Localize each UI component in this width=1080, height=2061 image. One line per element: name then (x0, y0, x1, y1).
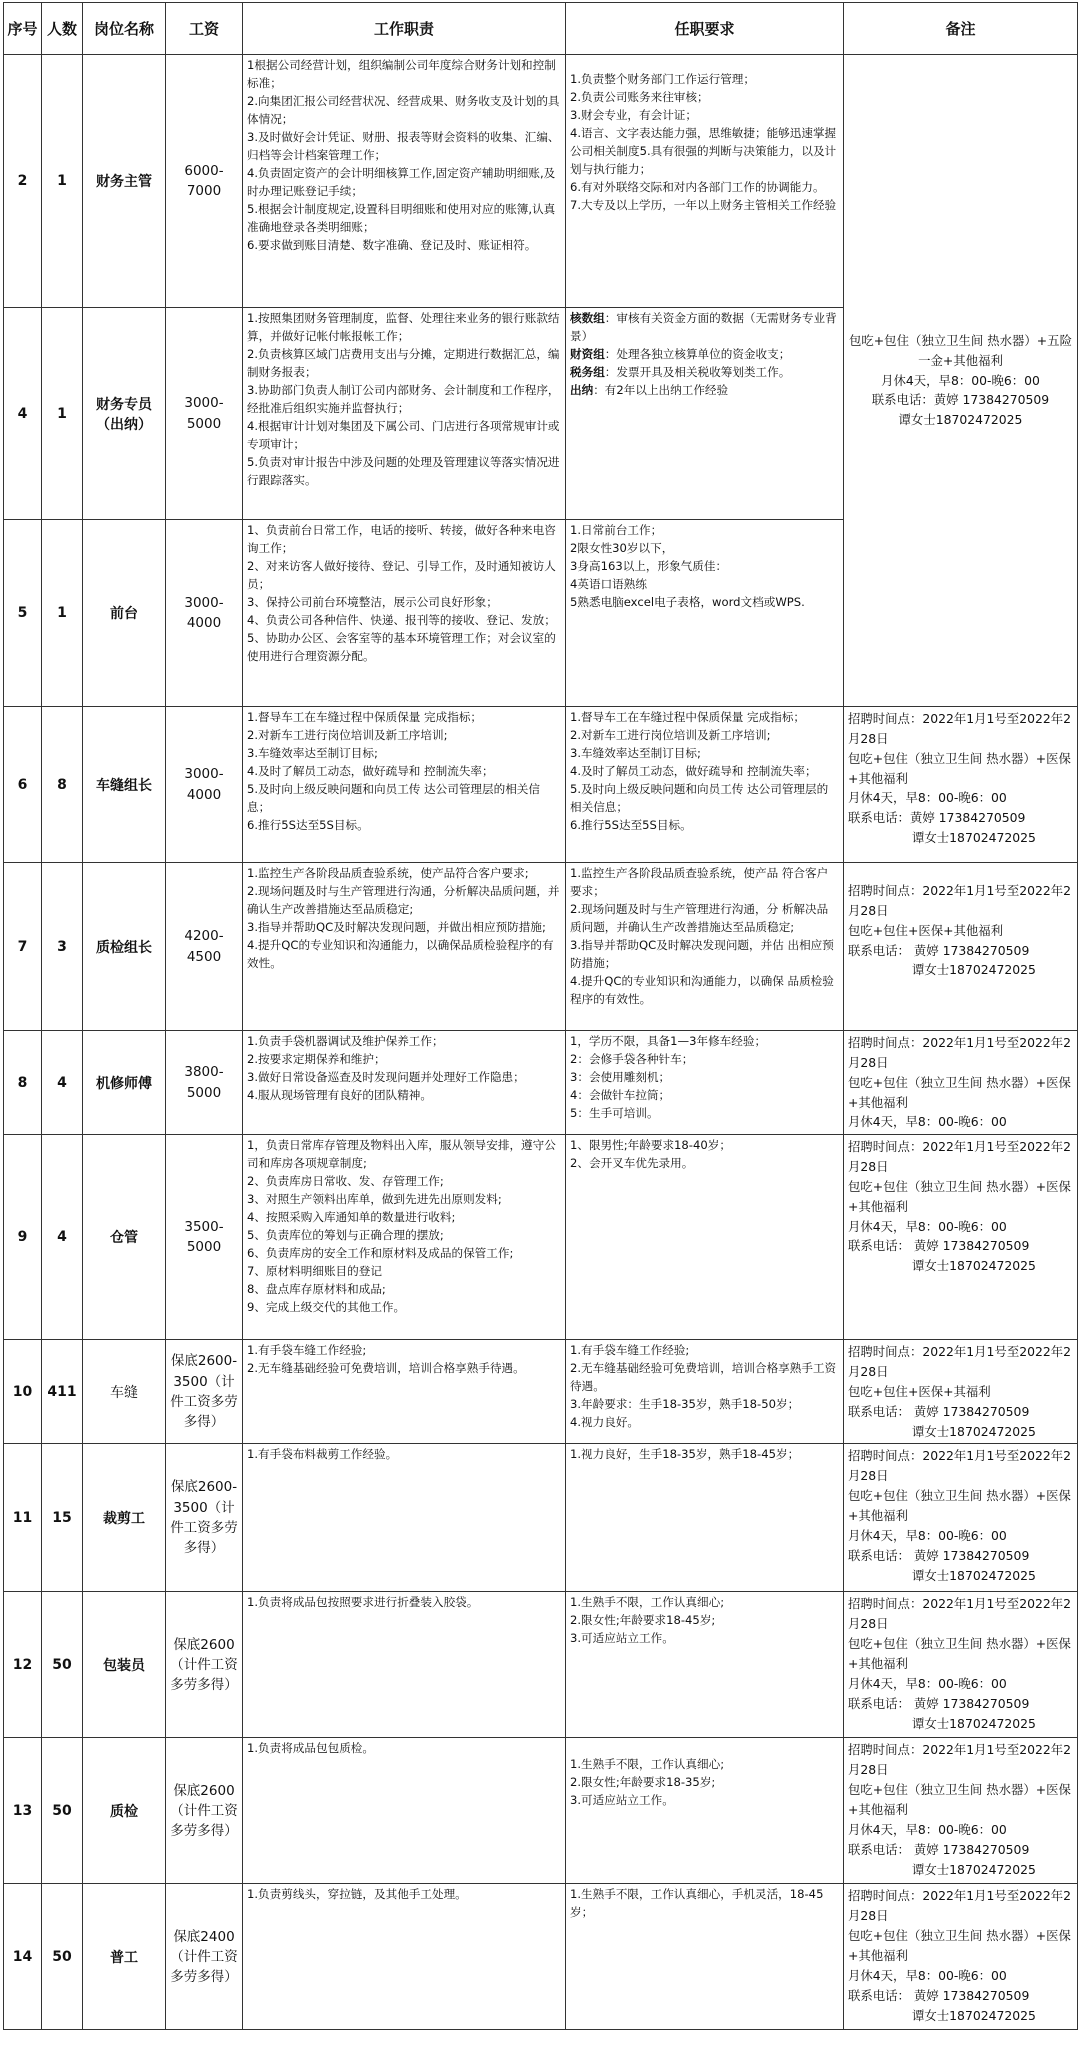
note-line: 月休4天，早8：00-晚6：00 (848, 1675, 1007, 1691)
req-line (570, 364, 839, 382)
duty-line: 2、对来访客人做好接待、登记、引导工作，及时通知被访人员； (247, 558, 556, 591)
note-line: 谭女士18702472025 (912, 1567, 1036, 1583)
row-title: 普工 (83, 1884, 166, 2030)
note-line: 包吃+包住+医保+其福利 (848, 1383, 991, 1399)
req-line: 6.有对外联络交际和对内各部门工作的协调能力。 (570, 179, 825, 194)
note-line: 谭女士18702472025 (912, 2007, 1036, 2023)
req-line: 1、限男性;年龄要求18-40岁； (570, 1138, 731, 1153)
duty-line: 4.及时了解员工动态，做好疏导和 控制流失率； (247, 763, 494, 778)
row-note (844, 1884, 1078, 2030)
duty-line: 6、负责库房的安全工作和原材料及成品的保管工作; (247, 1246, 514, 1261)
req-line: 1.日常前台工作； (570, 523, 663, 537)
duty-line: 3.指导并帮助QC及时解决发现问题，并做出相应预防措施; (247, 919, 546, 934)
note-line: 月休4天，早8：00-晚6：00 (848, 1821, 1007, 1837)
duty-line: 1.监控生产各阶段品质查验系统，使产品符合客户要求; (247, 866, 529, 880)
row-salary: 4200-4500 (166, 863, 243, 1031)
table-header-row (4, 3, 1078, 55)
req-line: 5熟悉电脑excel电子表格，word文档或WPS. (570, 594, 805, 609)
duty-line: 3.做好日常设备巡查及时发现问题并处理好工作隐患； (247, 1069, 525, 1084)
table-row (4, 1340, 1078, 1444)
row-title: 机修师傅 (83, 1031, 166, 1135)
row-salary: 保底2600-3500（计件工资多劳多得） (166, 1340, 243, 1444)
row-no: 6 (4, 707, 42, 863)
row-count: 8 (42, 707, 83, 863)
duty-line: 2.按要求定期保养和维护； (247, 1051, 386, 1066)
req-line: 3.指导并帮助QC及时解决发现问题，并估 出相应预防措施； (570, 937, 834, 970)
duty-line: 1.负责手袋机器调试及维护保养工作； (247, 1034, 444, 1048)
req-line (570, 346, 839, 364)
row-no: 12 (4, 1592, 42, 1738)
req-line: 2.无车缝基础经验可免费培训，培训合格享熟手工资待遇。 (570, 1361, 837, 1394)
req-line: 3.财会专业，有会计证； (570, 107, 697, 122)
req-line: 3.可适应站立工作。 (570, 1631, 674, 1646)
row-no: 7 (4, 863, 42, 1031)
row-title: 财务专员（出纳） (83, 308, 166, 520)
row-salary: 保底2600（计件工资多劳多得） (166, 1738, 243, 1884)
table-row (4, 1444, 1078, 1592)
req-line: 1.生熟手不限，工作认真细心，手机灵活，18-45岁； (570, 1887, 824, 1920)
duty-line: 1，负责日常库存管理及物料出入库，服从领导安排，遵守公司和库房各项规章制度; (247, 1138, 556, 1171)
note-line: 联系电话： 黄婷 17384270509 (848, 1238, 1030, 1254)
row-salary: 保底2400（计件工资多劳多得） (166, 1884, 243, 2030)
duty-line: 9、完成上级交代的其他工作。 (247, 1299, 406, 1314)
note-line: 月休4天，早8：00-晚6：00 (848, 1967, 1007, 1983)
req-value: ：有2年以上出纳工作经验 (593, 382, 729, 397)
duty-line: 5、负责库位的筹划与正确合理的摆放; (247, 1228, 444, 1243)
table-row (4, 1592, 1078, 1738)
req-line: 1.督导车工在车缝过程中保质保量 完成指标； (570, 710, 806, 724)
req-line: 1.生熟手不限，工作认真细心; (570, 1757, 725, 1772)
duty-line: 3.车缝效率达至制订目标; (247, 745, 378, 760)
row-requirements (566, 1031, 844, 1135)
duty-line: 5.根据会计制度规定,设置科目明细账和使用对应的账簿,认真准确地登录各类明细账； (247, 201, 556, 234)
row-duties (243, 1592, 566, 1738)
table-row (4, 1884, 1078, 2030)
row-duties (243, 863, 566, 1031)
row-title: 车缝 (83, 1340, 166, 1444)
row-salary: 6000-7000 (166, 55, 243, 308)
note-line: 联系电话：黄婷 17384270509 (848, 810, 1026, 826)
note-line: 包吃+包住（独立卫生间 热水器）+医保+其他福利 (848, 1782, 1071, 1817)
req-line: 1，学历不限，具备1—3年修车经验； (570, 1034, 767, 1048)
req-line: 3：会使用雕刻机； (570, 1069, 671, 1084)
note-line: 招聘时间点：2022年1月1号至2022年2月28日 (848, 1742, 1072, 1778)
duty-line: 4、负责公司各种信件、快递、报刊等的接收、登记、发放； (247, 612, 556, 627)
note-line: 谭女士18702472025 (912, 962, 1036, 978)
row-no: 4 (4, 308, 42, 520)
note-line: 招聘时间点：2022年1月1号至2022年2月28日 (848, 1035, 1072, 1070)
row-requirements (566, 55, 844, 308)
note-line: 谭女士18702472025 (912, 830, 1036, 846)
row-salary: 3000-4000 (166, 707, 243, 863)
header-duties: 工作职责 (243, 3, 566, 55)
row-no: 8 (4, 1031, 42, 1135)
duty-line: 2、负责库房日常收、发、存管理工作; (247, 1174, 444, 1189)
req-line: 4.语言、文字表达能力强，思维敏捷；能够迅速掌握公司相关制度5.具有很强的判断与决策能力，以及计划与执行能力； (570, 125, 837, 176)
table-row (4, 55, 1078, 308)
duty-line: 5.负责对审计报告中涉及问题的处理及管理建议等落实情况进行跟踪落实。 (247, 454, 560, 487)
req-line: 3.车缝效率达至制订目标; (570, 745, 701, 760)
note-line: 包吃+包住（独立卫生间 热水器）+五险一金+其他福利 (849, 332, 1072, 368)
req-key: 税务组 (570, 364, 605, 379)
row-note (844, 1592, 1078, 1738)
row-count: 50 (42, 1738, 83, 1884)
req-key: 核数组 (570, 311, 605, 325)
row-title: 车缝组长 (83, 707, 166, 863)
row-salary: 保底2600-3500（计件工资多劳多得） (166, 1444, 243, 1592)
note-line: 月休4天，早8：00-晚6：00 (848, 790, 1007, 806)
req-line: 3身高163以上，形象气质佳： (570, 558, 728, 573)
note-line: 联系电话： 黄婷 17384270509 (848, 1695, 1030, 1711)
header-title: 岗位名称 (83, 3, 166, 55)
note-line: 联系电话： 黄婷 17384270509 (848, 1403, 1030, 1419)
note-line: 招聘时间点：2022年1月1号至2022年2月28日 (848, 1139, 1072, 1175)
row-note (844, 707, 1078, 863)
req-value: ：发票开具及相关税收筹划类工作。 (604, 364, 791, 379)
row-requirements (566, 1135, 844, 1340)
duty-line: 6.要求做到账目清楚、数字准确、登记及时、账证相符。 (247, 237, 537, 252)
duty-line: 4、按照采购入库通知单的数量进行收料; (247, 1210, 456, 1225)
req-line: 2.限女性;年龄要求18-35岁; (570, 1775, 716, 1790)
row-count: 15 (42, 1444, 83, 1592)
duty-line: 1.有手袋布料裁剪工作经验。 (247, 1447, 398, 1462)
note-line: 联系电话： 黄婷 17384270509 (848, 942, 1030, 958)
note-line: 谭女士18702472025 (912, 1715, 1036, 1731)
row-duties (243, 520, 566, 707)
row-requirements (566, 308, 844, 520)
note-line: 月休4天，早8：00-晚6：00 (848, 1114, 1007, 1130)
req-key: 财资组 (570, 346, 605, 361)
duty-line: 4.负责固定资产的会计明细核算工作,固定资产辅助明细账,及时办理记账登记手续； (247, 165, 556, 198)
row-salary: 3800-5000 (166, 1031, 243, 1135)
req-line: 2.负责公司账务来往审核； (570, 89, 709, 104)
row-no: 5 (4, 520, 42, 707)
row-title: 仓管 (83, 1135, 166, 1340)
row-title: 质检组长 (83, 863, 166, 1031)
duty-line: 1、负责前台日常工作，电话的接听、转接，做好各种来电咨询工作； (247, 523, 556, 555)
duty-line: 2.负责核算区域门店费用支出与分摊，定期进行数据汇总，编制财务报表； (247, 346, 560, 379)
table-row (4, 707, 1078, 863)
req-key: 出纳 (570, 382, 594, 397)
duty-line: 4.根据审计计划对集团及下属公司、门店进行各项常规审计或专项审计； (247, 418, 560, 451)
row-requirements (566, 1738, 844, 1884)
req-line: 2.对新车工进行岗位培训及新工序培训; (570, 727, 771, 742)
note-line: 招聘时间点：2022年1月1号至2022年2月28日 (848, 711, 1072, 746)
row-title: 裁剪工 (83, 1444, 166, 1592)
row-note (844, 1444, 1078, 1592)
row-duties (243, 1738, 566, 1884)
row-duties (243, 1444, 566, 1592)
req-line: 1.负责整个财务部门工作运行管理； (570, 72, 755, 86)
note-line: 包吃+包住（独立卫生间 热水器）+医保+其他福利 (848, 1928, 1071, 1963)
note-line: 月休4天，早8：00-晚6：00 (848, 1218, 1007, 1234)
req-line: 2、会开叉车优先录用。 (570, 1156, 694, 1171)
header-requirements: 任职要求 (566, 3, 844, 55)
req-line: 4.及时了解员工动态，做好疏导和 控制流失率； (570, 763, 817, 778)
row-count: 50 (42, 1884, 83, 2030)
note-line: 联系电话：黄婷 17384270509 (871, 392, 1050, 408)
row-note (844, 863, 1078, 1031)
row-count: 50 (42, 1592, 83, 1738)
duty-line: 4.提升QC的专业知识和沟通能力，以确保品质检验程序的有效性。 (247, 937, 554, 970)
row-count: 1 (42, 308, 83, 520)
req-line: 2.现场问题及时与生产管理进行沟通，分 析解决品质问题，并确认生产改善措施达至品质稳定; (570, 901, 829, 934)
row-requirements (566, 1340, 844, 1444)
row-note (844, 1738, 1078, 1884)
req-line: 1.生熟手不限，工作认真细心; (570, 1595, 725, 1610)
duty-line: 1.按照集团财务管理制度，监督、处理往来业务的银行账款结算，并做好记帐付帐报帐工作； (247, 311, 560, 343)
duty-line: 2.对新车工进行岗位培训及新工序培训; (247, 727, 448, 742)
duty-line: 4.服从现场管理有良好的团队精神。 (247, 1087, 432, 1102)
row-note (844, 1031, 1078, 1135)
row-count: 1 (42, 520, 83, 707)
table-row (4, 1135, 1078, 1340)
row-salary: 3000-5000 (166, 308, 243, 520)
duty-line: 1根据公司经营计划，组织编制公司年度综合财务计划和控制标准； (247, 58, 556, 90)
note-line: 包吃+包住（独立卫生间 热水器）+医保+其他福利 (848, 1074, 1071, 1110)
note-line: 招聘时间点：2022年1月1号至2022年2月28日 (848, 1448, 1072, 1484)
row-count: 1 (42, 55, 83, 308)
req-line (570, 382, 839, 400)
duty-line: 6.推行5S达至5S目标。 (247, 817, 369, 832)
req-line: 1.有手袋车缝工作经验; (570, 1343, 690, 1358)
duty-line: 5.及时向上级反映问题和向员工传 达公司管理层的相关信息； (247, 781, 540, 814)
row-requirements (566, 1884, 844, 2030)
duty-line: 2.向集团汇报公司经营状况、经营成果、财务收支及计划的具体情况； (247, 93, 560, 126)
row-title: 前台 (83, 520, 166, 707)
note-line: 招聘时间点：2022年1月1号至2022年2月28日 (848, 1344, 1072, 1380)
duty-line: 8、盘点库存原材料和成品; (247, 1281, 386, 1296)
table-row (4, 1031, 1078, 1135)
row-requirements (566, 707, 844, 863)
note-line: 联系电话： 黄婷 17384270509 (848, 1841, 1030, 1857)
duty-line: 1.负责剪线头，穿拉链，及其他手工处理。 (247, 1887, 467, 1902)
header-salary: 工资 (166, 3, 243, 55)
duty-line: 2.无车缝基础经验可免费培训，培训合格享熟手待遇。 (247, 1361, 525, 1376)
row-note-merged (844, 55, 1078, 707)
req-line: 4：会做针车拉筒； (570, 1087, 671, 1102)
duty-line: 1.有手袋车缝工作经验; (247, 1343, 367, 1358)
row-duties (243, 707, 566, 863)
row-requirements (566, 863, 844, 1031)
note-line: 包吃+包住（独立卫生间 热水器）+医保+其他福利 (848, 1636, 1071, 1671)
row-salary: 保底2600（计件工资多劳多得） (166, 1592, 243, 1738)
row-title: 包装员 (83, 1592, 166, 1738)
req-line: 5.及时向上级反映问题和向员工传 达公司管理层的相关信息； (570, 781, 829, 814)
note-line: 包吃+包住（独立卫生间 热水器）+医保+其他福利 (848, 750, 1071, 786)
row-title: 质检 (83, 1738, 166, 1884)
req-line: 6.推行5S达至5S目标。 (570, 817, 692, 832)
row-no: 9 (4, 1135, 42, 1340)
row-count: 3 (42, 863, 83, 1031)
req-line: 1.监控生产各阶段品质查验系统，使产品 符合客户要求； (570, 866, 829, 898)
req-line: 5：生手可培训。 (570, 1105, 659, 1120)
req-line: 2.限女性;年龄要求18-45岁; (570, 1613, 716, 1628)
note-line: 联系电话： 黄婷 17384270509 (848, 1547, 1030, 1563)
duty-line: 3、对照生产领料出库单，做到先进先出原则发料; (247, 1192, 502, 1207)
req-value: ：处理各独立核算单位的资金收支； (604, 346, 791, 361)
note-line: 月休4天，早8：00-晚6：00 (848, 1527, 1007, 1543)
req-line: 7.大专及以上学历，一年以上财务主管相关工作经验 (570, 197, 837, 212)
row-duties (243, 1340, 566, 1444)
note-line: 联系电话： 黄婷 17384270509 (848, 1987, 1030, 2003)
row-duties (243, 1884, 566, 2030)
note-line: 招聘时间点：2022年1月1号至2022年2月28日 (848, 1888, 1072, 1924)
duty-line: 1.负责将成品包按照要求进行折叠装入胶袋。 (247, 1595, 479, 1610)
row-no: 13 (4, 1738, 42, 1884)
row-count: 411 (42, 1340, 83, 1444)
table-row (4, 1738, 1078, 1884)
req-line: 2限女性30岁以下， (570, 540, 674, 555)
note-line: 包吃+包住（独立卫生间 热水器）+医保+其他福利 (848, 1488, 1071, 1523)
row-requirements (566, 1592, 844, 1738)
row-salary: 3500-5000 (166, 1135, 243, 1340)
table-row (4, 863, 1078, 1031)
row-no: 14 (4, 1884, 42, 2030)
row-salary: 3000-4000 (166, 520, 243, 707)
note-line: 谭女士18702472025 (898, 412, 1023, 428)
row-count: 4 (42, 1135, 83, 1340)
header-count: 人数 (42, 3, 83, 55)
req-line: 2：会修手袋各种针车； (570, 1051, 694, 1066)
duty-line: 3.协助部门负责人制订公司内部财务、会计制度和工作程序，经批准后组织实施并监督执行； (247, 382, 560, 415)
row-note (844, 1340, 1078, 1444)
row-no: 11 (4, 1444, 42, 1592)
row-requirements (566, 520, 844, 707)
note-line: 招聘时间点：2022年1月1号至2022年2月28日 (848, 1596, 1072, 1632)
row-note (844, 1135, 1078, 1340)
row-duties (243, 1135, 566, 1340)
duty-line: 3.及时做好会计凭证、财册、报表等财会资料的收集、汇编、归档等会计档案管理工作； (247, 129, 560, 162)
note-line: 谭女士18702472025 (912, 1861, 1036, 1877)
req-line (570, 310, 839, 346)
req-line: 4英语口语熟练 (570, 576, 647, 591)
duty-line: 5、协助办公区、会客室等的基本环境管理工作；对会议室的使用进行合理资源分配。 (247, 630, 556, 663)
note-line: 月休4天，早8：00-晚6：00 (881, 372, 1040, 388)
job-table (3, 2, 1078, 2030)
duty-line: 1.负责将成品包包质检。 (247, 1741, 374, 1756)
req-line: 3.年龄要求：生手18-35岁，熟手18-50岁； (570, 1397, 800, 1412)
note-line: 谭女士18702472025 (912, 1258, 1036, 1274)
row-duties (243, 1031, 566, 1135)
req-line: 3.可适应站立工作。 (570, 1793, 674, 1808)
duty-line: 1.督导车工在车缝过程中保质保量 完成指标； (247, 710, 483, 724)
note-line: 包吃+包住（独立卫生间 热水器）+医保+其他福利 (848, 1178, 1071, 1214)
header-no: 序号 (4, 3, 42, 55)
duty-line: 7、原材料明细账目的登记 (247, 1264, 382, 1278)
note-line: 招聘时间点：2022年1月1号至2022年2月28日 (848, 883, 1072, 918)
row-requirements (566, 1444, 844, 1592)
req-line: 1.视力良好，生手18-35岁，熟手18-45岁； (570, 1447, 800, 1462)
header-notes: 备注 (844, 3, 1078, 55)
req-line: 4.视力良好。 (570, 1415, 640, 1430)
row-no: 2 (4, 55, 42, 308)
row-count: 4 (42, 1031, 83, 1135)
req-line: 4.提升QC的专业知识和沟通能力，以确保 品质检验程序的有效性。 (570, 973, 834, 1006)
note-line: 谭女士18702472025 (912, 1423, 1036, 1439)
row-duties (243, 308, 566, 520)
row-duties (243, 55, 566, 308)
row-no: 10 (4, 1340, 42, 1444)
req-value: ：审核有关资金方面的数据（无需财务专业背景） (570, 311, 837, 343)
duty-line: 3、保持公司前台环境整洁，展示公司良好形象； (247, 594, 498, 609)
duty-line: 2.现场问题及时与生产管理进行沟通，分析解决品质问题，并确认生产改善措施达至品质稳定; (247, 883, 560, 916)
row-title: 财务主管 (83, 55, 166, 308)
note-line: 包吃+包住+医保+其他福利 (848, 922, 1004, 938)
